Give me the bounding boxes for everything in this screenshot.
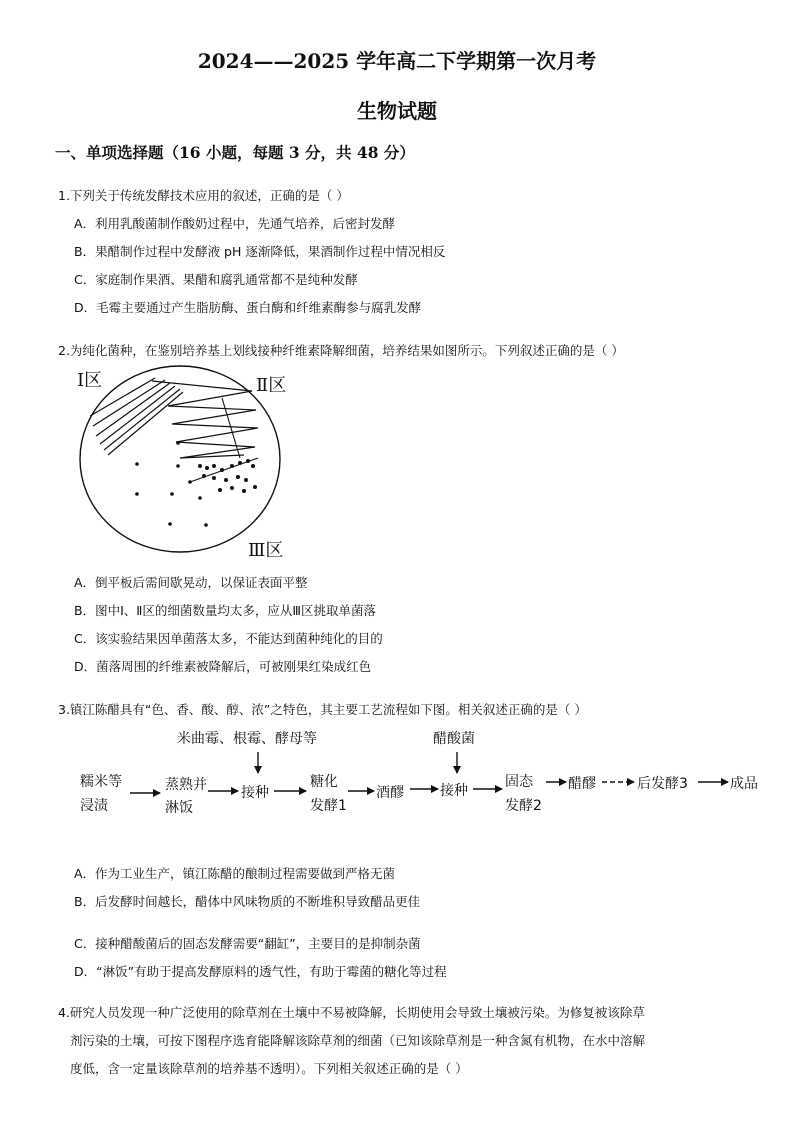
exam-subtitle: 生物试题 <box>357 99 437 123</box>
option-d: D．菌落周围的纤维素被降解后，可被刚果红染成红色 <box>74 659 372 674</box>
flow-step-8: 醋醪 <box>568 776 596 792</box>
flow-step-6: 接种 <box>440 783 468 799</box>
option-c: C．接种醋酸菌后的固态发酵需要“翻缸”，主要目的是抑制杂菌 <box>74 936 421 951</box>
option-a: A．倒平板后需间歇晃动，以保证表面平整 <box>74 575 308 590</box>
flow-microbes-1: 米曲霉、根霉、酵母等 <box>177 731 317 747</box>
option-d: D．“淋饭”有助于提高发酵原料的透气性，有助于霉菌的糖化等过程 <box>74 964 447 979</box>
flow-step-10: 成品 <box>730 776 758 792</box>
flow-step-2b: 淋饭 <box>165 800 193 816</box>
flow-step-5: 酒醪 <box>376 785 404 801</box>
region-1-label: Ⅰ区 <box>77 370 103 391</box>
flow-step-9: 后发酵3 <box>637 776 688 792</box>
region-3-label: Ⅲ区 <box>248 540 284 561</box>
question-stem-line-1: 4.研究人员发现一种广泛使用的除草剂在土壤中不易被降解，长期使用会导致土壤被污染。为修复被该除草 <box>58 1005 645 1020</box>
flow-step-1b: 浸渍 <box>80 798 108 814</box>
question-stem: 3.镇江陈醋具有“色、香、酸、醇、浓”之特色，其主要工艺流程如下图。相关叙述正确的是（ ） <box>58 702 587 717</box>
option-a: A．作为工业生产，镇江陈醋的酿制过程需要做到严格无菌 <box>74 866 396 881</box>
flow-step-2a: 蒸熟并 <box>165 777 207 793</box>
option-c: C．该实验结果因单菌落太多，不能达到菌种纯化的目的 <box>74 631 383 646</box>
option-b: B．后发酵时间越长，醋体中风味物质的不断堆积导致醋品更佳 <box>74 894 421 909</box>
flow-step-7a: 固态 <box>505 774 533 790</box>
option-a: A．利用乳酸菌制作酸奶过程中，先通气培养，后密封发酵 <box>74 216 396 231</box>
question-stem-line-2: 剂污染的土壤，可按下图程序选育能降解该除草剂的细菌（已知该除草剂是一种含氮有机物，在水中溶解 <box>70 1033 646 1048</box>
flow-step-3: 接种 <box>241 785 269 801</box>
flow-step-4a: 糖化 <box>310 774 338 790</box>
option-b: B．果醋制作过程中发酵液 pH 逐渐降低，果酒制作过程中情况相反 <box>74 244 446 259</box>
flow-step-4b: 发酵1 <box>310 798 347 814</box>
question-stem: 2.为纯化菌种，在鉴别培养基上划线接种纤维素降解细菌，培养结果如图所示。下列叙述正确的是（ ） <box>58 343 624 358</box>
option-b: B．图中Ⅰ、Ⅱ区的细菌数量均太多，应从Ⅲ区挑取单菌落 <box>74 603 377 618</box>
region-2-label: Ⅱ区 <box>256 375 287 396</box>
section-heading: 一、单项选择题（16 小题，每题 3 分，共 48 分） <box>55 143 415 162</box>
option-c: C．家庭制作果酒、果醋和腐乳通常都不是纯种发酵 <box>74 272 358 287</box>
flow-step-7b: 发酵2 <box>505 798 542 814</box>
exam-title: 2024——2025 学年高二下学期第一次月考 <box>197 49 597 73</box>
option-d: D．毛霉主要通过产生脂肪酶、蛋白酶和纤维素酶参与腐乳发酵 <box>74 300 422 315</box>
flow-microbes-2: 醋酸菌 <box>433 731 475 747</box>
question-stem: 1.下列关于传统发酵技术应用的叙述，正确的是（ ） <box>58 188 349 203</box>
flow-step-1a: 糯米等 <box>80 774 122 790</box>
question-stem-line-3: 度低，含一定量该除草剂的培养基不透明）。下列相关叙述正确的是（ ） <box>70 1061 468 1076</box>
